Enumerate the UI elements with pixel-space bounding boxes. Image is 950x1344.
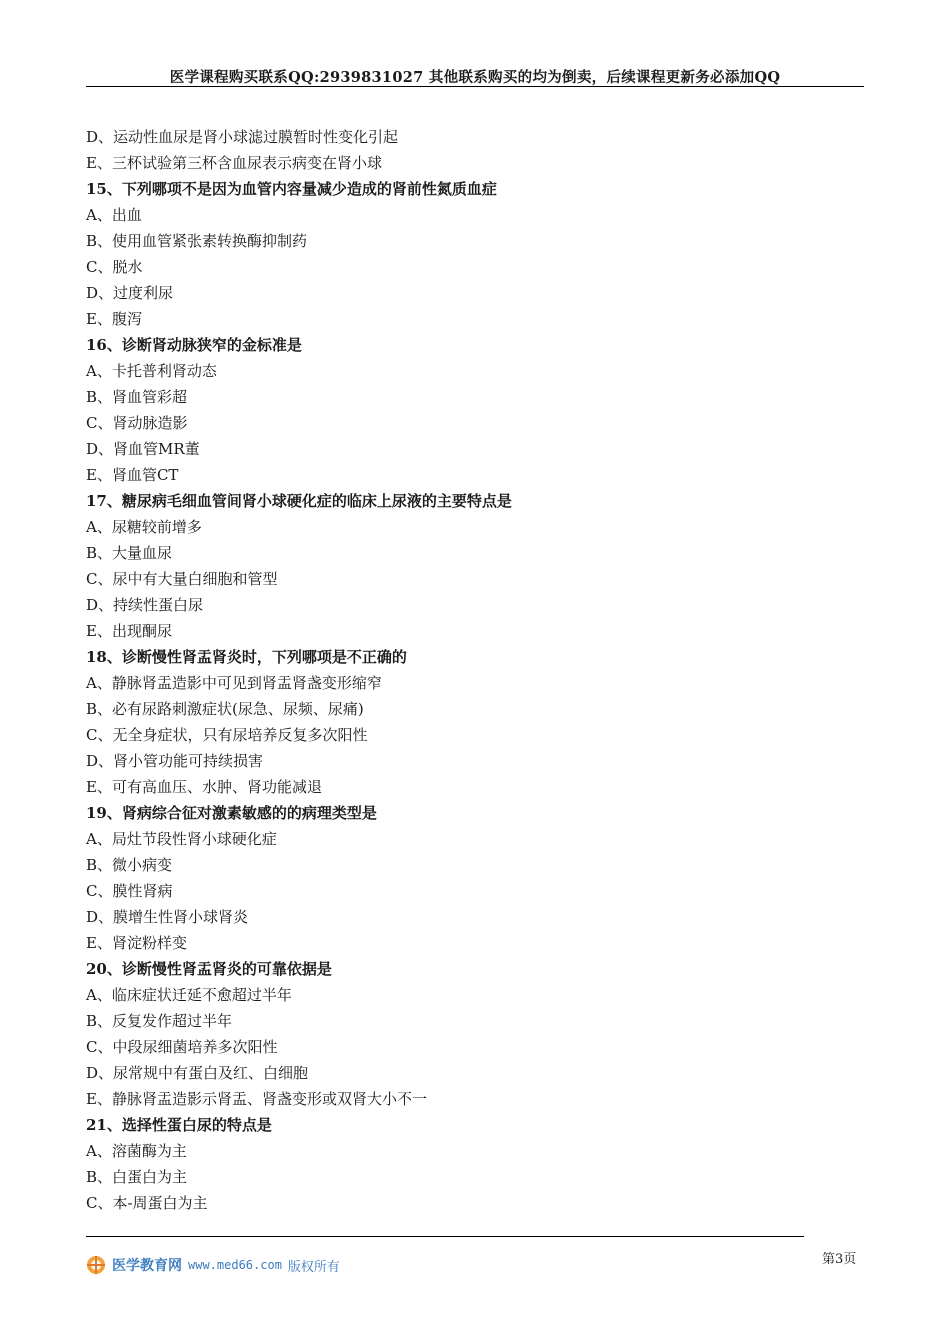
answer-option: C、尿中有大量白细胞和管型 [86,570,278,588]
answer-option: B、使用血管紧张素转换酶抑制药 [86,232,308,250]
header-divider [86,86,864,87]
answer-option: B、白蛋白为主 [86,1168,188,1186]
question-stem: 15、下列哪项不是因为血管内容量减少造成的肾前性氮质血症 [86,180,497,198]
answer-option: D、尿常规中有蛋白及红、白细胞 [86,1064,309,1082]
answer-option: A、溶菌酶为主 [86,1142,187,1160]
page-number: 第3页 [822,1252,857,1267]
answer-option: A、临床症状迁延不愈超过半年 [86,986,292,1004]
footer-copyright: 版权所有 [287,1258,340,1274]
med66-logo-icon [86,1255,106,1275]
answer-option: B、肾血管彩超 [86,388,188,406]
answer-option: B、必有尿路刺激症状(尿急、尿频、尿痛) [86,700,364,718]
footer-logo[interactable] [86,1254,340,1276]
answer-option: B、反复发作超过半年 [86,1012,233,1030]
answer-option: D、膜增生性肾小球肾炎 [86,908,249,926]
footer-url-link[interactable]: www.med66.com [188,1258,282,1272]
question-stem: 20、诊断慢性肾盂肾炎的可靠依据是 [86,960,332,978]
question-stem: 21、选择性蛋白尿的特点是 [86,1116,272,1134]
answer-option: D、肾小管功能可持续损害 [86,752,264,770]
answer-option: A、局灶节段性肾小球硬化症 [86,830,277,848]
answer-option: E、出现酮尿 [86,622,172,640]
answer-option: A、出血 [86,206,142,224]
answer-option: B、微小病变 [86,856,173,874]
answer-option: E、肾血管CT [86,466,179,484]
answer-option: E、静脉肾盂造影示肾盂、肾盏变形或双肾大小不一 [86,1090,427,1108]
question-stem: 16、诊断肾动脉狭窄的金标准是 [86,336,302,354]
answer-option: E、可有高血压、水肿、肾功能减退 [86,778,322,796]
answer-option: C、无全身症状，只有尿培养反复多次阳性 [86,726,368,744]
question-stem: 18、诊断慢性肾盂肾炎时，下列哪项是不正确的 [86,648,407,666]
answer-option: C、中段尿细菌培养多次阳性 [86,1038,278,1056]
answer-option: C、脱水 [86,258,143,276]
question-stem: 19、肾病综合征对激素敏感的的病理类型是 [86,804,377,822]
answer-option: A、尿糖较前增多 [86,518,202,536]
answer-option: A、静脉肾盂造影中可见到肾盂肾盏变形缩窄 [86,674,382,692]
answer-option: C、本-周蛋白为主 [86,1194,208,1212]
answer-option: E、三杯试验第三杯含血尿表示病变在肾小球 [86,154,382,172]
answer-option: D、肾血管MR董 [86,440,200,458]
answer-option: B、大量血尿 [86,544,173,562]
answer-option: A、卡托普利肾动态 [86,362,217,380]
footer-logo-name: 医学教育网 [112,1257,182,1273]
page-header: 医学课程购买联系QQ:2939831027 其他联系购买的均为倒卖，后续课程更新务必添加QQ [169,69,781,86]
answer-option: C、肾动脉造影 [86,414,188,432]
answer-option: D、持续性蛋白尿 [86,596,204,614]
answer-option: D、过度利尿 [86,284,174,302]
answer-option: C、膜性肾病 [86,882,173,900]
answer-option: E、肾淀粉样变 [86,934,187,952]
question-list [86,124,826,1216]
answer-option: D、运动性血尿是肾小球滤过膜暂时性变化引起 [86,128,399,146]
question-stem: 17、糖尿病毛细血管间肾小球硬化症的临床上尿液的主要特点是 [86,492,512,510]
footer-divider [86,1236,804,1237]
answer-option: E、腹泻 [86,310,142,328]
